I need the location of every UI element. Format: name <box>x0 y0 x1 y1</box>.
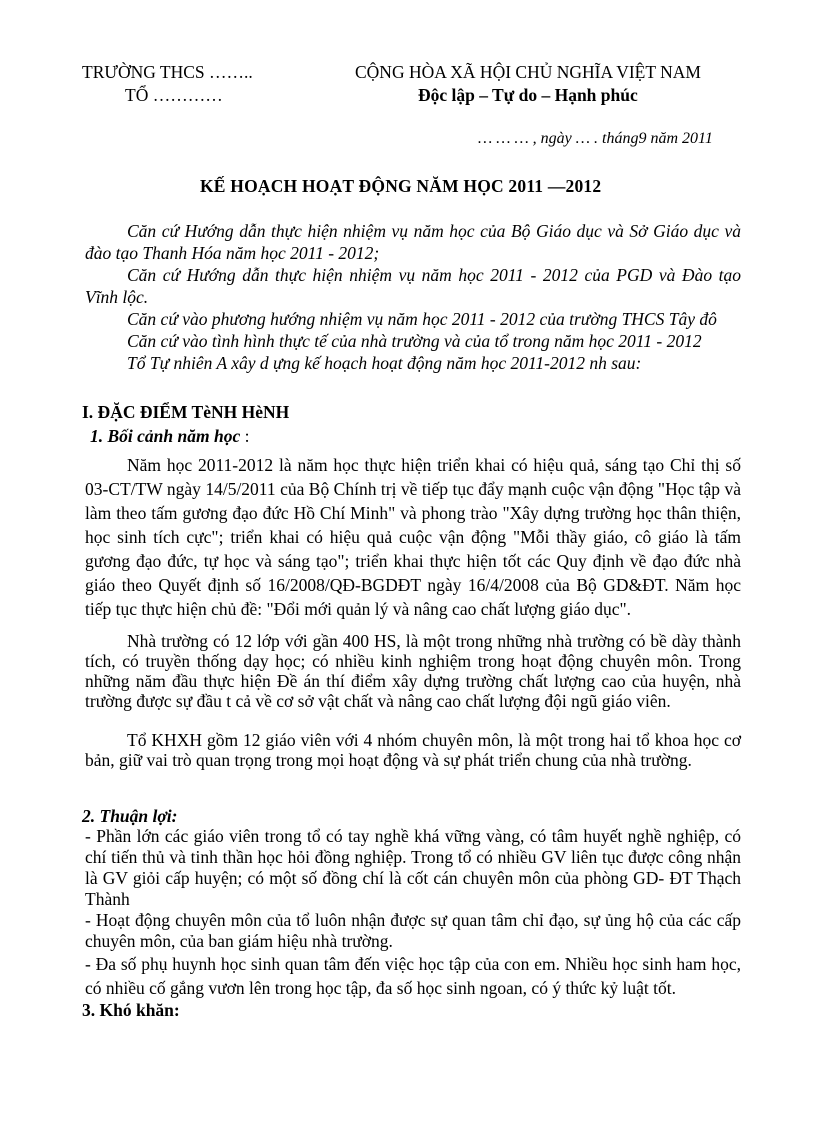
national-motto: Độc lập – Tự do – Hạnh phúc <box>418 85 638 105</box>
paragraph-text: Nhà trường có 12 lớp với gần 400 HS, là một trong những nhà trường có bề dày thành tích, có truyền thống dạy học; có nhiều kinh nghiệm trong hoạt động chuyên môn. Trong những năm đầu thực hiện Đề án thí điểm xây dựng trường chất lượng cao của huyện, nhà trường được sự đầu t cả về cơ sở vật chất và nâng cao chất lượng đội ngũ giáo viên. <box>85 631 741 711</box>
department-label: TỔ ………… <box>125 85 223 105</box>
document-title: KẾ HOẠCH HOẠT ĐỘNG NĂM HỌC 2011 —2012 <box>200 176 602 196</box>
section-heading: I. ĐẶC ĐIỂM TèNH HèNH <box>82 402 290 422</box>
subsection-heading: 2. Thuận lợi: <box>82 806 178 826</box>
advantages-list <box>85 826 741 1000</box>
legal-basis-item: Căn cứ Hướng dẫn thực hiện nhiệm vụ năm học của Bộ Giáo dục và Sở Giáo dục và đào tạo Thanh Hóa năm học 2011 - 2012; <box>85 221 741 263</box>
legal-basis-block <box>85 220 741 374</box>
subsection-heading <box>90 426 250 447</box>
list-item: - Phần lớn các giáo viên trong tổ có tay nghề khá vững vàng, có tâm huyết nghề nghiệp, có chí tiến thủ và tinh thần học hỏi đồng nghiệp. Trong tổ có nhiều GV liên tục được công nhận là GV giỏi cấp huyện; có một số đồng chí là cốt cán chuyên môn của phòng GD- ĐT Thạch Thành <box>85 826 741 909</box>
date-line: … … … , ngày … . tháng9 năm 2011 <box>478 130 713 147</box>
school-label: TRƯỜNG THCS …….. <box>82 62 253 82</box>
subsection-title: 1. Bối cảnh năm học <box>90 426 241 446</box>
legal-basis-item: Căn cứ vào phương hướng nhiệm vụ năm học 2011 - 2012 của trường THCS Tây đô <box>127 309 717 329</box>
list-item: - Hoạt động chuyên môn của tổ luôn nhận được sự quan tâm chỉ đạo, sự ủng hộ của các cấp chuyên môn, của ban giám hiệu nhà trường. <box>85 910 741 951</box>
subsection-suffix: : <box>240 426 250 446</box>
paragraph <box>85 730 741 770</box>
legal-basis-item: Căn cứ vào tình hình thực tế của nhà trường và của tổ trong năm học 2011 - 2012 <box>127 331 702 351</box>
legal-basis-item: Tổ Tự nhiên A xây d ựng kế hoạch hoạt động năm học 2011-2012 nh sau: <box>127 353 642 373</box>
paragraph <box>85 631 741 711</box>
list-item: - Đa số phụ huynh học sinh quan tâm đến việc học tập của con em. Nhiều học sinh ham học, có nhiều cố gắng vươn lên trong học tập, đa số học sinh ngoan, có ý thức kỷ luật tốt. <box>85 954 741 998</box>
legal-basis-item: Căn cứ Hướng dẫn thực hiện nhiệm vụ năm học 2011 - 2012 của PGD và Đào tạo Vĩnh lộc. <box>85 265 741 307</box>
subsection-heading: 3. Khó khăn: <box>82 1000 180 1020</box>
paragraph <box>85 453 741 621</box>
paragraph-text: Năm học 2011-2012 là năm học thực hiện triển khai có hiệu quả, sáng tạo Chỉ thị số 03-CT/TW ngày 14/5/2011 của Bộ Chính trị về tiếp tục đẩy mạnh cuộc vận động "Học tập và làm theo tấm gương đạo đức Hồ Chí Minh" và phong trào "Xây dựng trường học thân thiện, học sinh tích cực"; triển khai có hiệu quả cuộc vận động "Mỗi thầy giáo, cô giáo là tấm gương đạo đức, tự học và sáng tạo"; triển khai thực hiện tốt các Quy định về đạo đức nhà giáo theo Quyết định số 16/2008/QĐ-BGDĐT ngày 16/4/2008 của Bộ GD&ĐT. Năm học tiếp tục thực hiện chủ đề: "Đổi mới quản lý và nâng cao chất lượng giáo dục". <box>85 455 741 619</box>
national-title: CỘNG HÒA XÃ HỘI CHỦ NGHĨA VIỆT NAM <box>355 62 701 82</box>
paragraph-text: Tổ KHXH gồm 12 giáo viên với 4 nhóm chuyên môn, là một trong hai tổ khoa học cơ bản, giữ vai trò quan trọng trong mọi hoạt động và sự phát triển chung của nhà trường. <box>85 730 741 770</box>
